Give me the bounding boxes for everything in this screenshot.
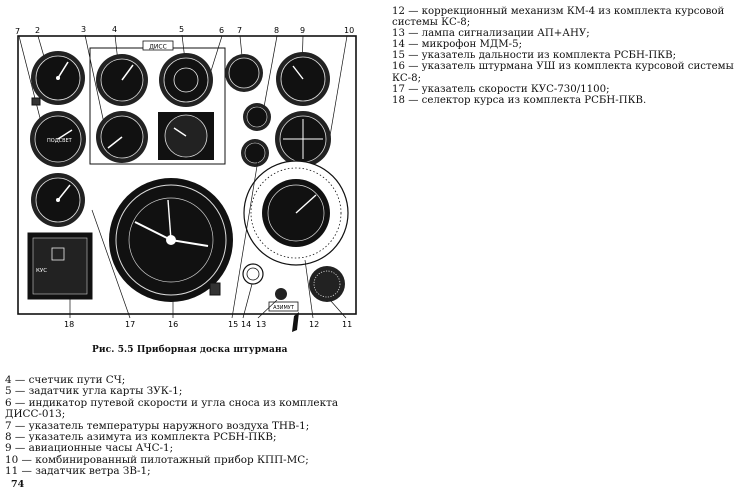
- legend-left: [5, 375, 395, 478]
- legend-item: 9 — авиационные часы АЧС-1;: [5, 442, 174, 455]
- legend-item: 18 — селектор курса из комплекта РСБН-ПКВ.: [392, 94, 647, 106]
- instrument-10: [275, 111, 331, 167]
- podsvet-label: ПОДСВЕТ: [47, 138, 72, 144]
- instrument-3: [96, 111, 148, 163]
- legend-item: 13 — лампа сигнализации АП+АНУ;: [392, 28, 590, 40]
- instrument-2: [31, 51, 85, 105]
- callout-label: 11: [342, 320, 353, 329]
- legend-item: 7 — указатель температуры наружного воздуха ТНВ-1;: [5, 419, 310, 432]
- callout-label: 7: [237, 26, 243, 35]
- legend-item: 6 — индикатор путевой скорости и угла сноса из комплекта ДИСС-013;: [5, 396, 339, 421]
- instrument-15: [241, 139, 269, 167]
- legend-item: 11 — задатчик ветра ЗВ-1;: [5, 465, 151, 478]
- instrument-9: [276, 52, 330, 106]
- callout-label: 18: [64, 320, 75, 329]
- callout-label: 12: [309, 320, 320, 329]
- instrument-12: [244, 161, 348, 265]
- instrument-4: [96, 54, 148, 106]
- callout-label: 16: [168, 320, 179, 329]
- legend-item: 14 — микрофон МДМ-5;: [392, 39, 523, 51]
- legend-item: 10 — комбинированный пилотажный прибор КПП-МС;: [5, 453, 309, 466]
- legend-item: 12 — коррекционный механизм КМ-4 из комплекта курсовой системы КС-8;: [392, 6, 725, 29]
- legend-item: 17 — указатель скорости КУС-730/1100;: [392, 83, 610, 95]
- callout-label: 8: [274, 26, 280, 35]
- instrument-13: [269, 288, 299, 332]
- callout-label: 2: [35, 26, 41, 35]
- page-number: 74: [11, 479, 25, 490]
- legend-right: [392, 6, 744, 106]
- instrument-5: [159, 53, 213, 107]
- instrument-18: [28, 233, 92, 299]
- callout-label: 3: [81, 25, 87, 34]
- callout-label: 5: [179, 25, 185, 34]
- legend-item: 5 — задатчик угла карты ЗУК-1;: [5, 385, 183, 398]
- instrument-14: [243, 264, 263, 284]
- callout-label: 14: [241, 320, 252, 329]
- callout-label: 10: [344, 26, 355, 35]
- kus-label: КУС: [36, 268, 48, 274]
- callouts-top: [15, 25, 354, 36]
- callout-label: 15: [228, 320, 239, 329]
- instrument-11: [309, 266, 345, 302]
- legend-item: 15 — указатель дальности из комплекта РСБН-ПКВ;: [392, 50, 677, 62]
- instrument-7-right: [225, 54, 263, 92]
- callout-label: 7: [15, 27, 21, 36]
- instrument-panel-figure: [0, 0, 390, 345]
- instrument-17: [31, 173, 85, 227]
- callout-label: 17: [125, 320, 136, 329]
- instrument-6: [158, 112, 214, 160]
- callout-label: 6: [219, 26, 225, 35]
- azimuth-badge: АЗИМУТ: [273, 305, 294, 311]
- legend-item: 16 — указатель штурмана УШ из комплекта курсовой системы КС-8;: [392, 61, 734, 84]
- callout-label: 9: [300, 26, 306, 35]
- figure-caption: Рис. 5.5 Приборная доска штурмана: [92, 345, 288, 355]
- callout-label: 4: [112, 25, 118, 34]
- legend-item: 8 — указатель азимута из комплекта РСБН-ПКВ;: [5, 431, 277, 444]
- callouts-bottom: [64, 320, 352, 329]
- callout-label: 13: [256, 320, 267, 329]
- instrument-7-left: [30, 111, 86, 167]
- legend-item: 4 — счетчик пути СЧ;: [5, 374, 126, 386]
- instrument-16: [109, 178, 233, 302]
- instrument-8: [243, 103, 271, 131]
- diss-badge: ДИСС: [149, 43, 167, 51]
